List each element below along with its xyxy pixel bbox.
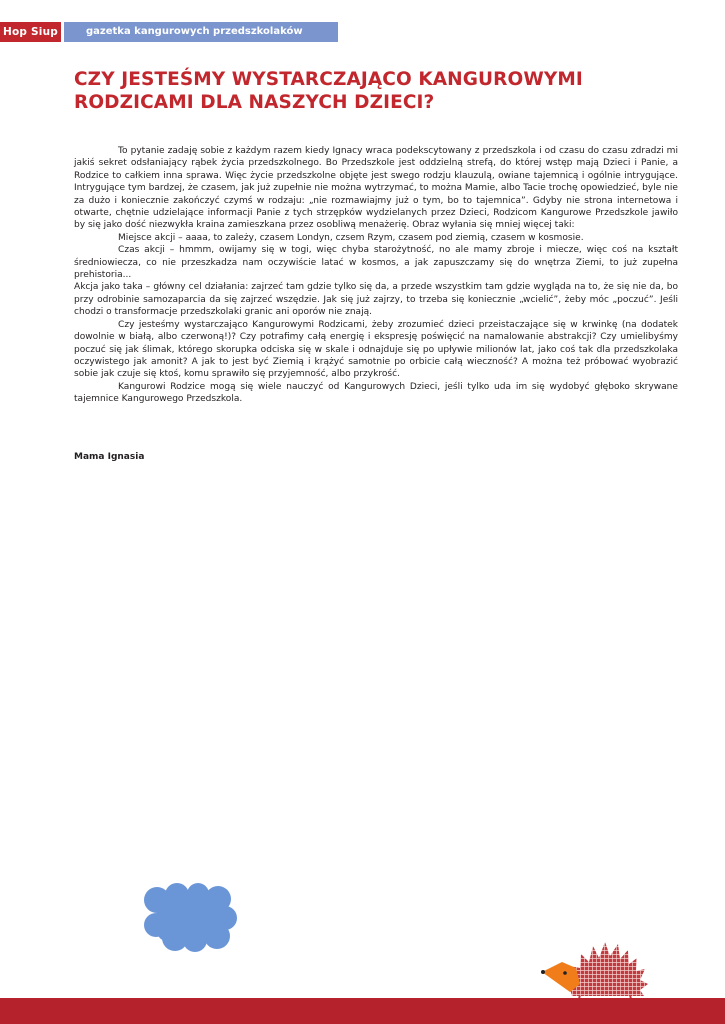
article-author: Mama Ignasia [74,452,145,462]
paragraph-action: Akcja jako taka – główny cel działania: zajrzeć tam gdzie tylko się da, a przede wszystkim tam gdzie wygląda na to, że się nie da, bo przy odrobinie samozaparcia da się zajrzeć wszędzie. Jak się już zajrzy, to trzeba się koniecznie „wcielić”, żeby móc „poczuć”. Jeśli chodzi o transformacje przedszkolaki granic ani oporów nie znają. [74,282,678,318]
hedgehog-icon [540,938,650,998]
magazine-name: Hop Siup [0,22,61,42]
paragraph-conclusion: Kangurowi Rodzice mogą się wiele nauczyć od Kangurowych Dzieci, jeśli tylko uda im się wydobyć głęboko skrywane tajemnice Kangurowego Przedszkola. [74,381,678,405]
paragraph-time: Czas akcji – hmmm, owijamy się w togi, więc chyba starożytność, no ale mamy zbroje i miecze, więc coś na kształt średniowiecza, co nie przeszkadza nam oczywiście latać w kosmos, a jak zapuszczamy się do wnętrza Ziemi, to już zupełna prehistoria... [74,245,678,281]
article-title: CZY JESTEŚMY WYSTARCZAJĄCO KANGUROWYMI RODZICAMI DLA NASZYCH DZIECI? [74,69,583,113]
cloud-icon [143,883,238,953]
paragraph-questions: Czy jesteśmy wystarczająco Kangurowymi Rodzicami, żeby zrozumieć dzieci przeistaczające się w krwinkę (na dodatek dowolnie w białą, albo czerwoną!)? Czy potrafimy całą energię i ekspresję poświęcić na namalowanie abstrakcji? Czy umielibyśmy poczuć się jak ślimak, którego skorupka odciska się w skale i odnajduje się po upływie milionów lat, jako coś tak dla przedszkolaka oczywistego jak amonit? A jak to jest być Ziemią i krążyć samotnie po orbicie całą wieczność? A można też próbować wyobrazić sobie jak czuje się ktoś, komu sprawiło się przyjemność, albo przykrość. [74,319,678,380]
magazine-subtitle: gazetka kangurowych przedszkolaków [64,22,338,42]
footer-bar [0,998,725,1024]
paragraph-place: Miejsce akcji – aaaa, to zależy, czasem Londyn, czsem Rzym, czasem pod ziemią, czasem w kosmosie. [118,232,584,243]
paragraph-intro: To pytanie zadaję sobie z każdym razem kiedy Ignacy wraca podekscytowany z przedszkola i od czasu do czasu zdradzi mi jakiś sekret odsłaniający rąbek życia przedszkolnego. Bo Przedszkole jest oddzielną strefą, do której wstęp mają Dzieci i Panie, a Rodzice to całkiem inna sprawa. Więc życie przedszkolne objęte jest swego rodzju klauzulą, owiane tajemnicą i ogólnie intrygujące. Intrygujące tym bardzej, że czasem, jak już zupełnie nie można wytrzymać, to można Mamie, albo Tacie trochę opowiedzieć, byle nie za dużo i koniecznie zakończyć czymś w rodzaju: „nie rozmawiajmy już o tym, bo to tajemnica”. Gdyby nie strona internetowa i otwarte, chętnie udzielające informacji Panie z tych strzępków wydzielanych przez Dzieci, Rodzicom Kangurowe Przedszkole jawiło by się jako dość niezwykła kraina zamieszkana przez osobliwą menażerię. Obraz wyłania się mniej więcej taki: [74,146,678,231]
article-body [74,145,678,406]
